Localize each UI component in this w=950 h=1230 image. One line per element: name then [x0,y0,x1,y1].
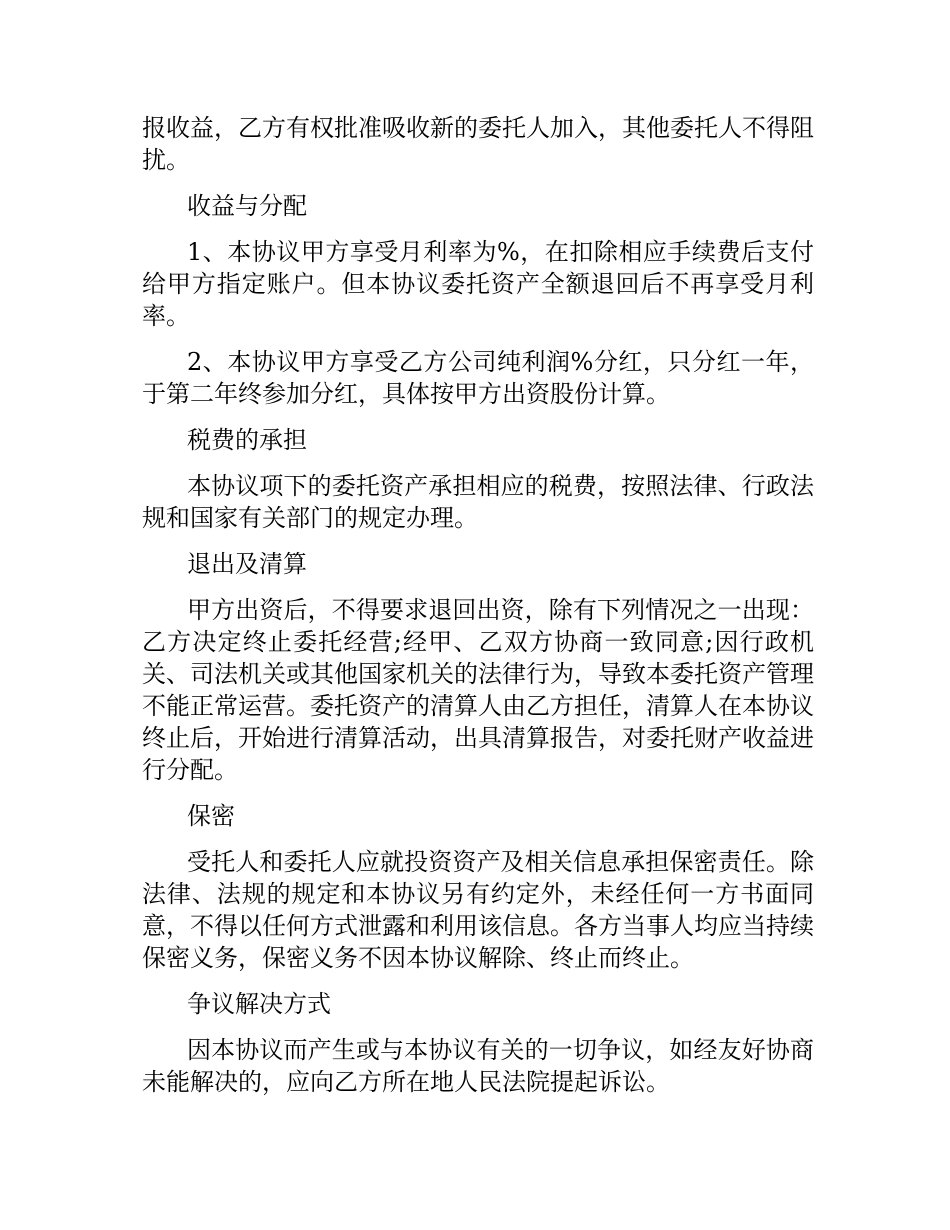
heading-income-distribution: 收益与分配 [187,192,307,220]
paragraph-profit-dividend: 2、本协议甲方享受乙方公司纯利润%分红，只分红一年，于第二年终参加分红，具体按甲方出资股份计算。 [142,348,814,408]
paragraph-exit-liquidation: 甲方出资后，不得要求退回出资，除有下列情况之一出现：乙方决定终止委托经营;经甲、乙双方协商一致同意;因行政机关、司法机关或其他国家机关的法律行为，导致本委托资产管理不能正常运营。委托资产的清算人由乙方担任，清算人在本协议终止后，开始进行清算活动，出具清算报告，对委托财产收益进行分配。 [142,596,814,784]
heading-taxes: 税费的承担 [187,426,307,454]
heading-confidentiality: 保密 [187,802,235,830]
paragraph-taxes: 本协议项下的委托资产承担相应的税费，按照法律、行政法规和国家有关部门的规定办理。 [142,472,814,532]
paragraph-confidentiality: 受托人和委托人应就投资资产及相关信息承担保密责任。除法律、法规的规定和本协议另有约定外，未经任何一方书面同意，不得以任何方式泄露和利用该信息。各方当事人均应当持续保密义务，保密义务不因本协议解除、终止而终止。 [142,848,814,972]
heading-dispute-resolution: 争议解决方式 [187,990,331,1018]
paragraph-income-continuation: 报收益，乙方有权批准吸收新的委托人加入，其他委托人不得阻扰。 [142,114,814,174]
paragraph-monthly-interest: 1、本协议甲方享受月利率为%，在扣除相应手续费后支付给甲方指定账户。但本协议委托资产全额退回后不再享受月利率。 [142,238,814,330]
document-body [142,112,814,1112]
paragraph-dispute-resolution: 因本协议而产生或与本协议有关的一切争议，如经友好协商未能解决的，应向乙方所在地人民法院提起诉讼。 [142,1036,814,1096]
heading-exit-liquidation: 退出及清算 [187,550,307,578]
